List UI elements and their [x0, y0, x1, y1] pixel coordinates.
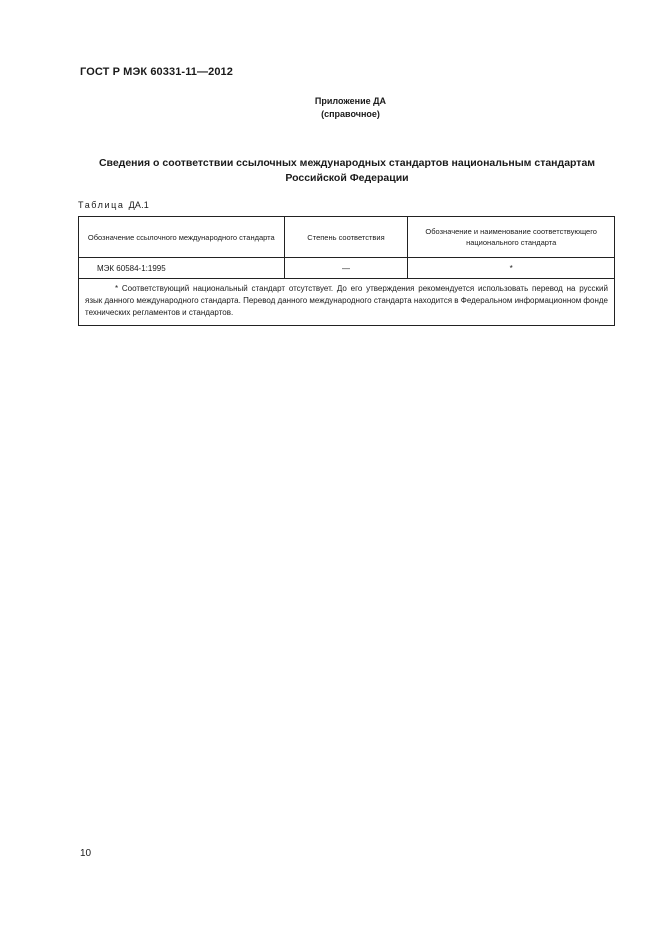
cell-intl-standard: МЭК 60584-1:1995: [79, 258, 285, 279]
table-caption-number: ДА.1: [128, 200, 150, 210]
table-caption-prefix: Таблица: [78, 200, 125, 210]
cell-national-standard: *: [408, 258, 615, 279]
table-note-row: [79, 279, 615, 326]
appendix-title: Приложение ДА: [314, 96, 387, 106]
table-row: [79, 258, 615, 279]
column-header-intl-standard: Обозначение ссылочного международного стандарта: [79, 217, 285, 258]
column-header-national-standard: Обозначение и наименование соответствующего национального стандарта: [408, 217, 615, 258]
table-note: [79, 279, 615, 326]
table-caption: [78, 200, 149, 210]
cell-degree: —: [284, 258, 408, 279]
section-heading-line-1: Сведения о соответствии ссылочных международных стандартов национальным стандартам: [98, 157, 596, 169]
section-heading-line-2: Российской Федерации: [285, 172, 409, 184]
page-number: 10: [80, 848, 92, 859]
table-note-text: * Соответствующий национальный стандарт отсутствует. До его утверждения рекомендуется использовать перевод на русский язык данного международного стандарта. Перевод данного международного стандарта находится в Федеральном информационном фонде технических регламентов и стандартов.: [85, 284, 608, 317]
document-code: ГОСТ Р МЭК 60331-11—2012: [80, 66, 233, 78]
appendix-type: (справочное): [321, 109, 380, 119]
correspondence-table: [78, 216, 615, 326]
column-header-degree: Степень соответствия: [284, 217, 408, 258]
appendix-label: [0, 95, 661, 121]
section-heading: [78, 156, 616, 186]
table-header-row: [79, 217, 615, 258]
